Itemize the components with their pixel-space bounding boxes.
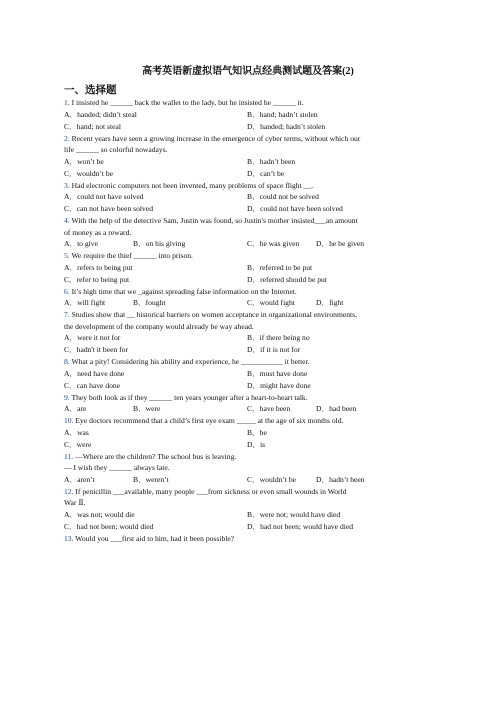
question-item (64, 250, 434, 286)
answer-option[interactable]: B．fought (133, 298, 166, 307)
question-item (64, 486, 434, 533)
answer-option[interactable]: A．will fight (64, 298, 106, 307)
answer-option[interactable]: B．weren’t (133, 474, 169, 484)
option-row (64, 191, 434, 203)
answer-option[interactable]: D．had not been; would have died (247, 521, 354, 531)
question-item (64, 451, 434, 486)
question-item (64, 180, 434, 216)
answer-option[interactable]: D．referred should be put (247, 274, 327, 284)
answer-option[interactable]: A．was (64, 427, 89, 437)
answer-option[interactable]: C．refer to being put (64, 274, 130, 284)
section-heading: 一、选择题 (64, 85, 117, 96)
question-number: 6. (64, 286, 70, 296)
answer-option[interactable]: D．he be given (316, 239, 365, 248)
option-row (64, 297, 434, 309)
answer-option[interactable]: A．could not have solved (64, 192, 144, 201)
answer-option[interactable]: B．must have done (247, 368, 308, 378)
question-text: 13. Would you ___first aid to him, had it been possible? (64, 533, 235, 543)
question-text: 8. What a pity! Considering his ability and experience, he ___________ it better. (64, 357, 310, 366)
answer-option[interactable]: C．were (64, 439, 92, 449)
page-title: 高考英语新虚拟语气知识点经典测试题及答案(2) (142, 66, 354, 77)
option-row (64, 332, 434, 344)
question-number: 12. (64, 486, 74, 496)
answer-option[interactable]: B．were (133, 404, 161, 413)
answer-option[interactable]: B．hadn’t been (247, 156, 296, 166)
question-item (64, 215, 434, 250)
question-item (64, 286, 434, 310)
answer-option[interactable]: A．was not; would die (64, 509, 135, 519)
answer-option[interactable]: D．fight (316, 298, 344, 307)
answer-option[interactable]: C．he was given (247, 239, 300, 248)
question-list (64, 97, 434, 544)
option-row (64, 521, 434, 533)
question-text: War Ⅱ. (64, 498, 86, 507)
question-item (64, 533, 434, 545)
question-number: 1. (64, 98, 70, 107)
option-row (64, 368, 434, 380)
answer-option[interactable]: C．hand; not steal (64, 121, 121, 131)
option-row (64, 238, 434, 250)
answer-option[interactable]: D．is (247, 439, 266, 449)
question-number: 3. (64, 180, 70, 190)
question-text: 1. I insisted he ______ back the wallet to the lady, but he insisted he ______ it. (64, 98, 304, 107)
question-number: 5. (64, 251, 70, 260)
answer-option[interactable]: B．referred to be put (247, 262, 313, 272)
answer-option[interactable]: D．handed; hadn’t stolen (247, 121, 326, 131)
question-number: 13. (64, 533, 74, 543)
question-text: — I wish they ______ always late. (64, 463, 170, 472)
question-text: 12. If penicillin ___available, many people ___from sickness or even small wounds in World (64, 486, 347, 496)
answer-option[interactable]: A．are (64, 404, 87, 413)
answer-option[interactable]: C．can have done (64, 380, 121, 390)
answer-option[interactable]: B．on his giving (133, 239, 186, 248)
answer-option[interactable]: C．had not been; would died (64, 521, 154, 531)
question-text: 3. Had electronic computers not been invented, many problems of space flight __. (64, 180, 314, 190)
answer-option[interactable]: A．aren’t (64, 474, 95, 484)
answer-option[interactable]: B．if there being no (247, 333, 310, 342)
answer-option[interactable]: A．need have done (64, 368, 125, 378)
answer-option[interactable]: A．to give (64, 239, 98, 248)
answer-option[interactable]: D．had been (316, 404, 357, 413)
answer-option[interactable]: C．have been (247, 404, 291, 413)
question-number: 2. (64, 133, 70, 143)
answer-option[interactable]: B．could not be solved (247, 192, 319, 201)
option-row (64, 439, 434, 451)
option-row (64, 403, 434, 415)
answer-option[interactable]: B．hand; hadn’t stolen (247, 109, 318, 119)
option-row (64, 203, 434, 215)
question-item (64, 356, 434, 392)
answer-option[interactable]: C．would fight (247, 298, 295, 307)
answer-option[interactable]: D．hadn’t been (316, 474, 365, 484)
option-row (64, 168, 434, 180)
question-text: 9. They both look as if they ______ ten years younger after a heart-to-heart talk. (64, 392, 308, 402)
option-row (64, 121, 434, 133)
question-item (64, 97, 434, 133)
option-row (64, 344, 434, 356)
question-text: 4. With the help of the detective Sam, Justin was found, so Justin's mother insisted___an amount (64, 216, 358, 225)
question-number: 7. (64, 310, 70, 319)
question-text: 10. Eye doctors recommend that a child’s first eye exam _____ at the age of six months old. (64, 416, 344, 425)
answer-option[interactable]: D．could not have been solved (247, 204, 343, 213)
question-text: 2. Recent years have seen a growing increase in the emergence of cyber terms, without which our (64, 133, 361, 143)
answer-option[interactable]: A．handed; didn’t steal (64, 109, 137, 119)
question-item (64, 392, 434, 416)
answer-option[interactable]: C．can not have been solved (64, 204, 153, 213)
answer-option[interactable]: D．if it is not for (247, 345, 301, 354)
question-text: 6. It’s high time that we _against spreading false information on the Internet. (64, 286, 297, 296)
option-row (64, 262, 434, 274)
option-row (64, 427, 434, 439)
answer-option[interactable]: C．hadn't it been for (64, 345, 129, 354)
question-text: 11. —Where are the children? The school bus is leaving. (64, 451, 237, 461)
answer-option[interactable]: A．won’t be (64, 156, 104, 166)
answer-option[interactable]: A．were it not for (64, 333, 121, 342)
question-item (64, 309, 434, 356)
question-item (64, 415, 434, 451)
answer-option[interactable]: D．might have done (247, 380, 311, 390)
question-number: 10. (64, 416, 74, 425)
question-text: 7. Studies show that __ historical barriers on women acceptance in organizational environments, (64, 310, 357, 319)
question-text: the development of the company would already be way ahead. (64, 321, 254, 331)
option-row (64, 509, 434, 521)
question-text: 5. We require the thief ______ into prison. (64, 251, 193, 260)
question-number: 11. (64, 451, 74, 461)
question-text: life ______ so colorful nowadays. (64, 145, 168, 154)
option-row (64, 109, 434, 121)
question-text: of money as a reward. (64, 227, 132, 237)
answer-option[interactable]: B．were not; would have died (247, 509, 341, 519)
answer-option[interactable]: C．wouldn’t be (64, 168, 114, 178)
option-row (64, 474, 434, 486)
answer-option[interactable]: A．refers to being put (64, 262, 133, 272)
question-number: 9. (64, 392, 70, 402)
question-number: 8. (64, 357, 70, 366)
option-row (64, 274, 434, 286)
answer-option[interactable]: D．can’t be (247, 168, 285, 178)
option-row (64, 156, 434, 168)
answer-option[interactable]: B．be (247, 427, 267, 437)
question-number: 4. (64, 216, 70, 225)
option-row (64, 380, 434, 392)
question-item (64, 133, 434, 180)
answer-option[interactable]: C．wouldn’t be (247, 474, 297, 484)
